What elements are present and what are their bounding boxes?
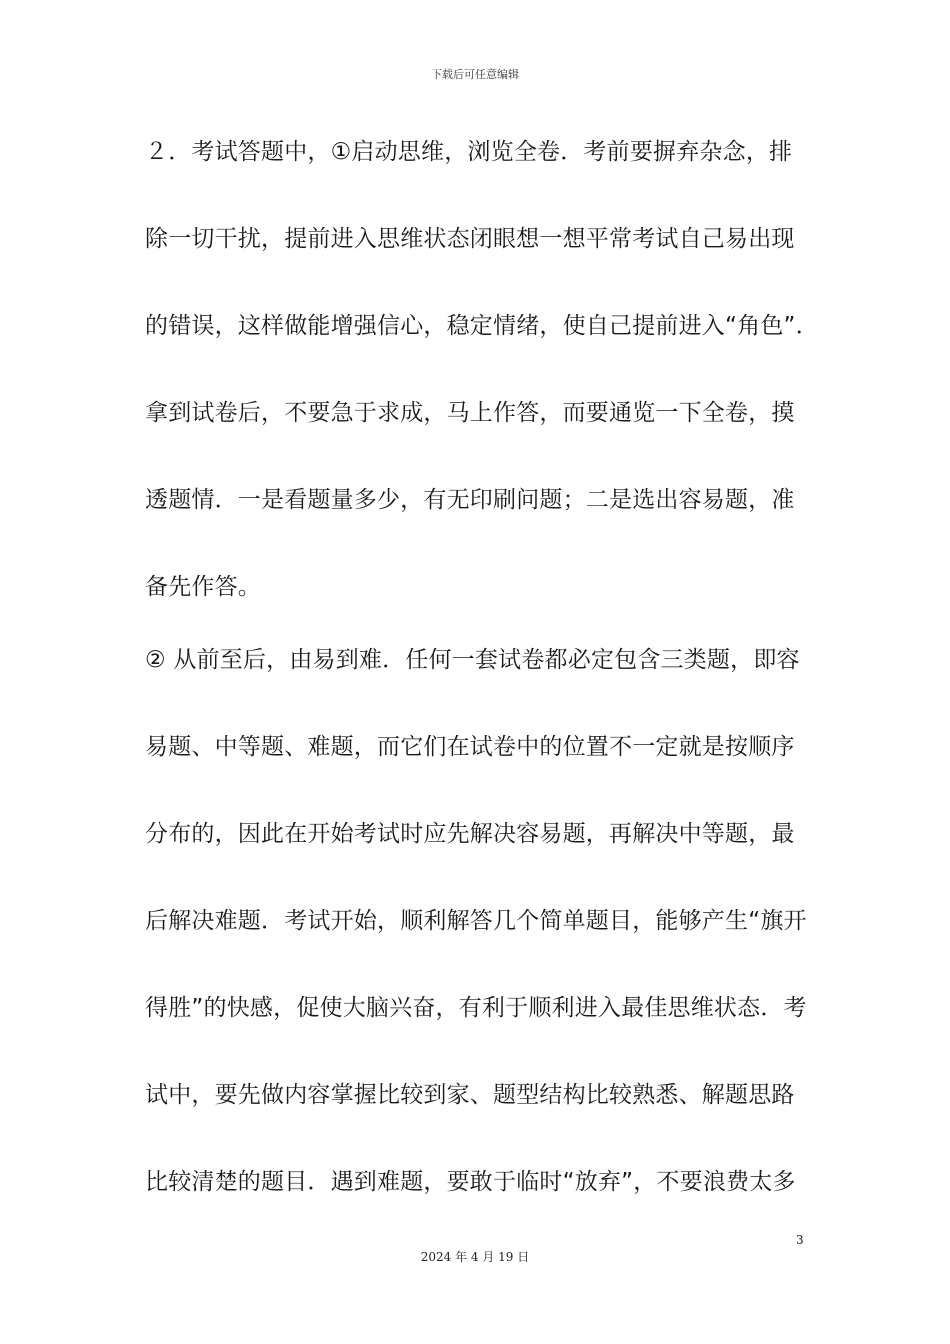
- body-line: 比较清楚的题目．遇到难题，要敢于临时“放弃”，不要浪费太多: [145, 1169, 796, 1195]
- body-line: 易题、中等题、难题，而它们在试卷中的位置不一定就是按顺序: [145, 734, 795, 760]
- body-line: ２．考试答题中，①启动思维，浏览全卷．考前要摒弃杂念，排: [145, 139, 793, 165]
- footer-date: 2024 年 4 月 19 日: [420, 1250, 530, 1264]
- body-line: 后解决难题．考试开始，顺利解答几个简单题目，能够产生“旗开: [145, 908, 807, 934]
- body-line: 除一切干扰，提前进入思维状态闭眼想一想平常考试自己易出现: [145, 226, 795, 252]
- page-number: 3: [796, 1233, 804, 1247]
- body-line: ② 从前至后，由易到难．任何一套试卷都必定包含三类题，即容: [145, 647, 800, 673]
- body-line: 透题情．一是看题量多少，有无印刷问题；二是选出容易题，准: [145, 487, 795, 513]
- body-line: 的错误，这样做能增强信心，稳定情绪，使自己提前进入“角色”．: [145, 313, 819, 339]
- body-line: 备先作答。: [145, 574, 261, 600]
- body-line: 试中，要先做内容掌握比较到家、题型结构比较熟悉、解题思路: [145, 1082, 795, 1108]
- body-line: 得胜”的快感，促使大脑兴奋，有利于顺利进入最佳思维状态．考: [145, 995, 807, 1021]
- page-header: 下载后可任意编辑: [431, 68, 519, 81]
- body-line: 拿到试卷后，不要急于求成，马上作答，而要通览一下全卷，摸: [145, 400, 795, 426]
- body-line: 分布的，因此在开始考试时应先解决容易题，再解决中等题，最: [145, 821, 795, 847]
